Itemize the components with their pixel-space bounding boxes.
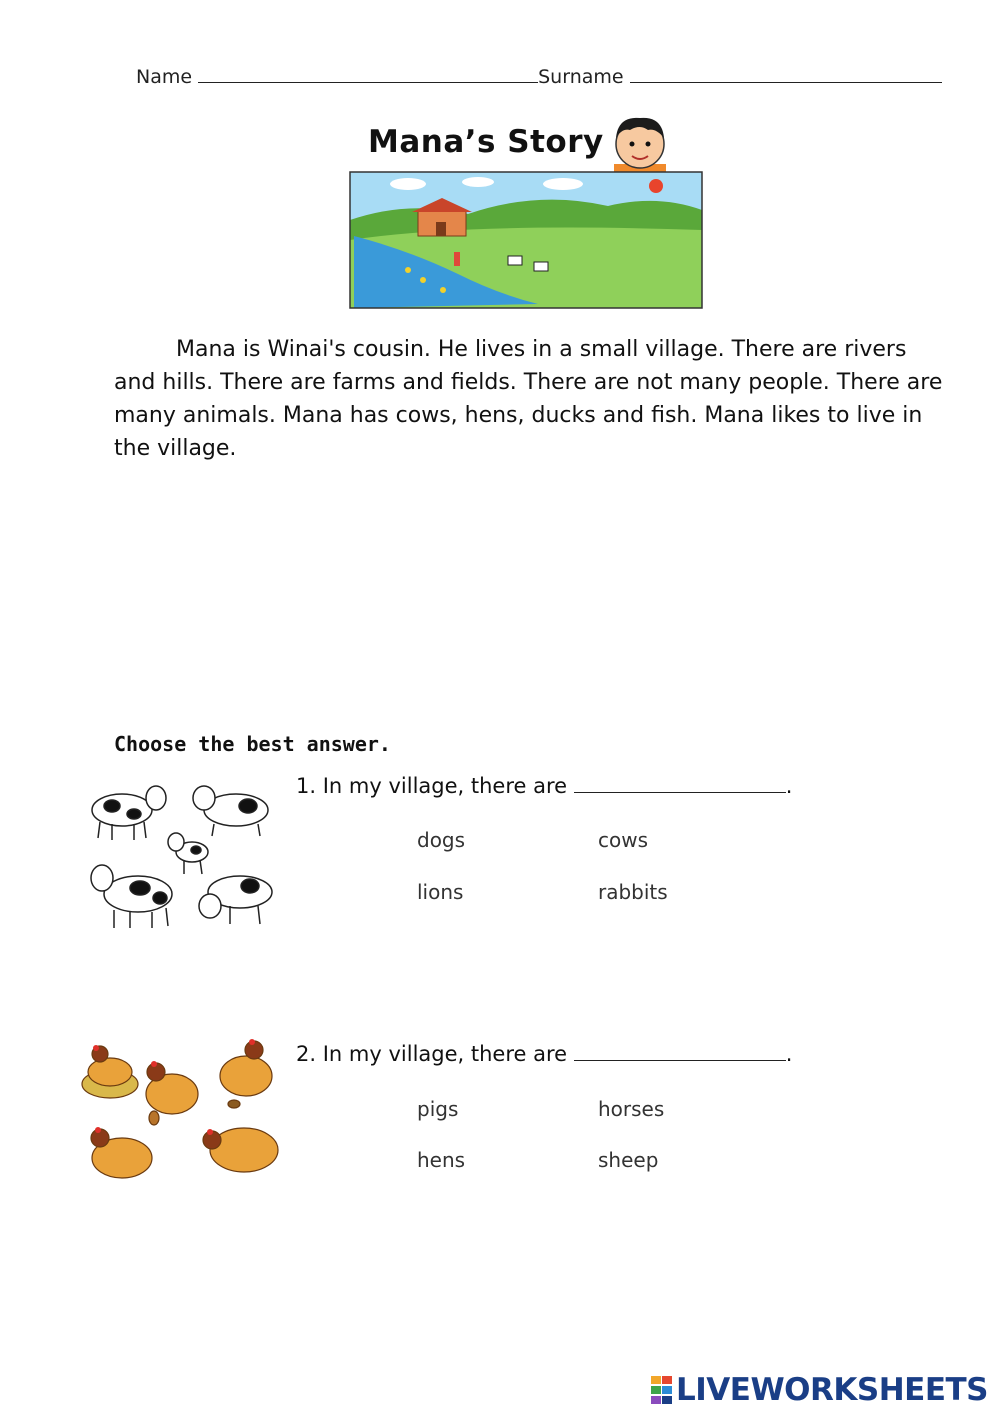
hens-illustration	[80, 1034, 290, 1190]
q2-option-pigs[interactable]: pigs	[417, 1097, 459, 1121]
q1-option-cows[interactable]: cows	[598, 828, 649, 852]
q2-option-hens[interactable]: hens	[417, 1148, 466, 1172]
name-field[interactable]	[198, 68, 538, 83]
question-1-blank[interactable]	[574, 776, 786, 793]
q2-option-sheep[interactable]: sheep	[598, 1148, 659, 1172]
logo-blocks-icon	[651, 1376, 673, 1404]
village-scene-illustration	[348, 170, 704, 310]
question-2-blank[interactable]	[574, 1044, 786, 1061]
q1-option-lions[interactable]: lions	[417, 880, 464, 904]
question-1-number: 1.	[296, 774, 317, 798]
boy-illustration	[600, 112, 680, 176]
question-2-text: In my village, there are	[322, 1042, 568, 1066]
q1-option-dogs[interactable]: dogs	[417, 828, 466, 852]
instructions-heading: Choose the best answer.	[114, 732, 391, 756]
cows-illustration	[80, 776, 288, 934]
name-label: Name	[136, 66, 193, 88]
q1-option-rabbits[interactable]: rabbits	[598, 880, 668, 904]
page-title: Mana’s Story	[368, 124, 604, 160]
story-text: Mana is Winai's cousin. He lives in a small village. There are rivers and hills. There are farms and fields. There are not many people. There are many animals. Mana has cows, hens, ducks and fish. Mana likes to live in the village.	[114, 337, 943, 461]
name-surname-row	[136, 66, 942, 88]
question-2	[296, 1042, 792, 1066]
surname-label: Surname	[538, 66, 624, 88]
question-2-end: .	[785, 1042, 793, 1066]
question-2-number: 2.	[296, 1042, 317, 1066]
question-1	[296, 774, 792, 798]
q2-option-horses[interactable]: horses	[598, 1097, 665, 1121]
surname-field[interactable]	[630, 68, 942, 83]
story-paragraph	[114, 333, 950, 465]
logo-text: LIVEWORKSHEETS	[676, 1372, 988, 1408]
liveworksheets-logo[interactable]	[651, 1372, 988, 1408]
question-1-text: In my village, there are	[322, 774, 568, 798]
question-1-end: .	[785, 774, 793, 798]
